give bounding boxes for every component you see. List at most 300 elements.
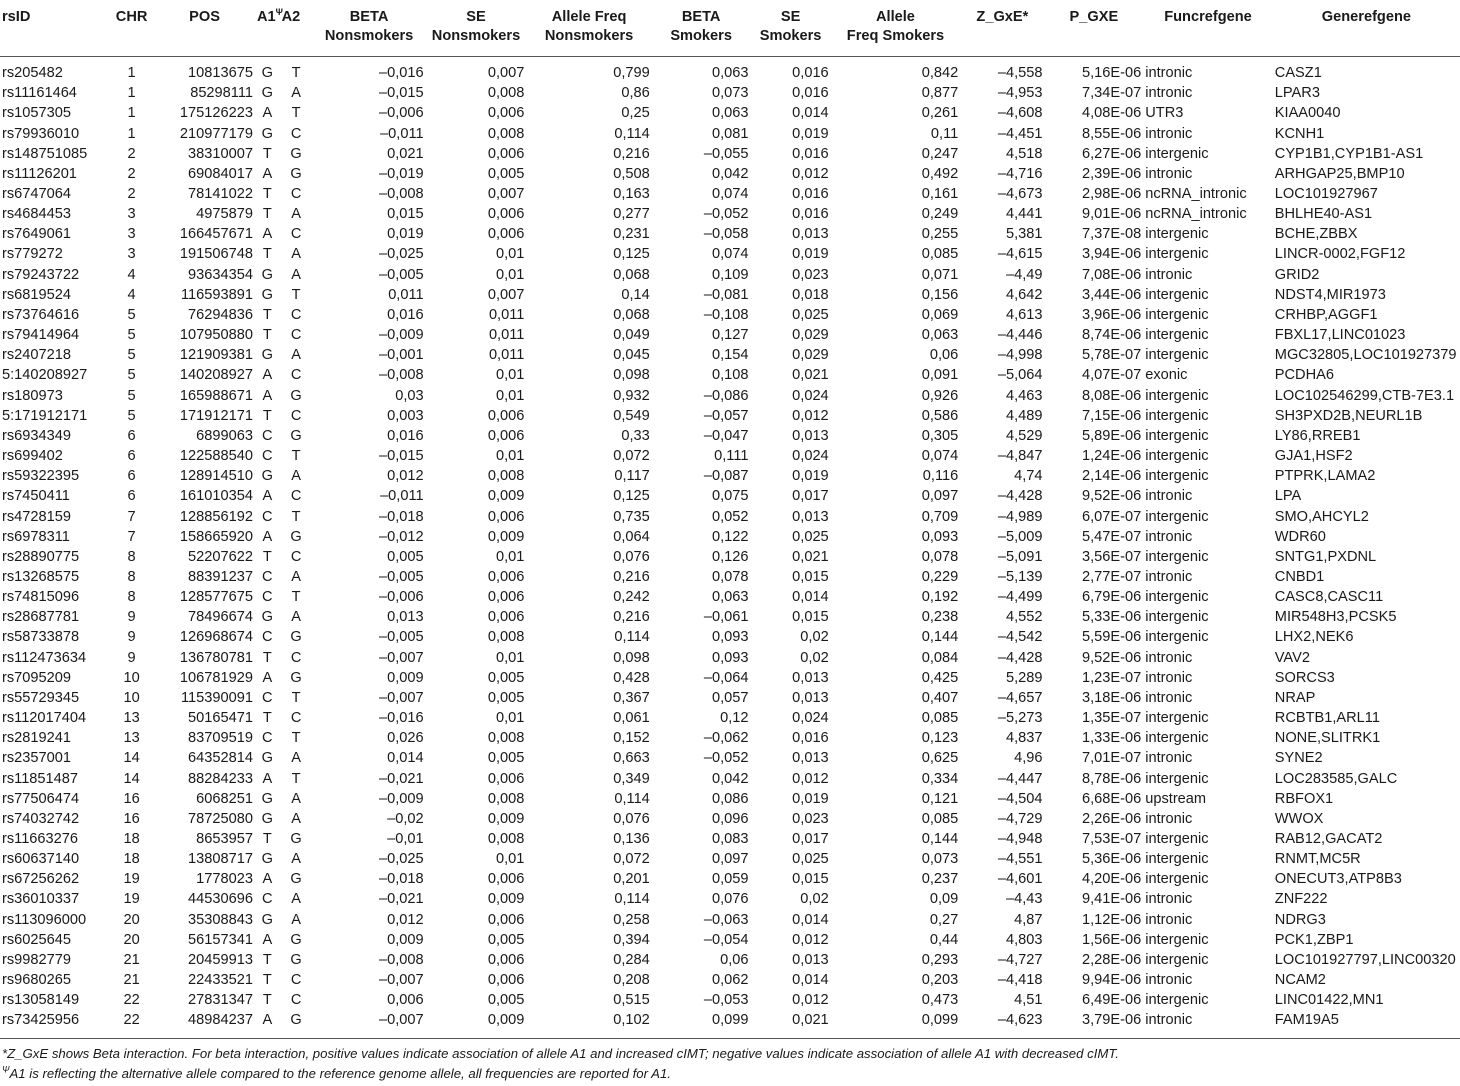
cell-generefgene: SORCS3	[1274, 669, 1335, 686]
cell-p-gxe: 2,14E-06	[1082, 468, 1142, 485]
cell-a2: C	[290, 488, 302, 505]
cell-chr: 5	[127, 327, 136, 344]
cell-allele-freq-nonsmokers: 0,25	[621, 105, 650, 122]
cell-p-gxe: 3,79E-06	[1082, 1012, 1142, 1029]
cell-generefgene: CNBD1	[1274, 568, 1325, 585]
cell-p-gxe: 9,52E-06	[1082, 649, 1142, 666]
cell-funcrefgene: intronic	[1145, 911, 1193, 928]
cell-se-smokers: 0,02	[800, 629, 829, 646]
cell-allele-freq-nonsmokers: 0,86	[621, 85, 650, 102]
cell-pos: 52207622	[188, 548, 253, 565]
cell-pos: 121909381	[179, 347, 253, 364]
cell-a2: G	[290, 1012, 302, 1029]
cell-allele-freq-nonsmokers: 0,098	[613, 649, 650, 666]
cell-beta-nonsmokers: –0,021	[378, 770, 424, 787]
cell-se-nonsmokers: 0,006	[487, 972, 525, 989]
cell-se-smokers: 0,014	[792, 589, 829, 606]
cell-allele-freq-smokers: 0,063	[921, 327, 959, 344]
cell-z-gxe: –5,009	[997, 528, 1043, 545]
cell-se-smokers: 0,012	[792, 931, 829, 948]
cell-p-gxe: 3,56E-07	[1082, 548, 1142, 565]
cell-se-smokers: 0,023	[792, 266, 829, 283]
cell-generefgene: LOC283585,GALC	[1274, 770, 1398, 787]
cell-z-gxe: 4,518	[1006, 145, 1043, 162]
cell-chr: 14	[123, 750, 140, 767]
table-row	[0, 910, 1460, 930]
cell-a1: C	[262, 629, 273, 646]
cell-funcrefgene: intergenic	[1145, 468, 1209, 485]
cell-p-gxe: 5,78E-07	[1082, 347, 1142, 364]
cell-rsid: rs112473634	[2, 649, 87, 666]
table-row	[0, 244, 1460, 264]
cell-se-smokers: 0,015	[792, 568, 829, 585]
cell-se-nonsmokers: 0,006	[487, 609, 525, 626]
cell-a2: T	[291, 508, 301, 525]
cell-beta-nonsmokers: –0,02	[387, 810, 424, 827]
cell-se-nonsmokers: 0,011	[488, 347, 525, 364]
cell-allele-freq-nonsmokers: 0,114	[614, 891, 650, 908]
cell-a1: C	[262, 891, 273, 908]
cell-beta-nonsmokers: –0,01	[387, 831, 424, 848]
cell-generefgene: NRAP	[1274, 689, 1316, 706]
cell-a2: T	[291, 770, 301, 787]
cell-rsid: rs7450411	[2, 488, 70, 505]
cell-p-gxe: 2,39E-06	[1082, 165, 1142, 182]
cell-z-gxe: –4,43	[1006, 891, 1043, 908]
cell-se-smokers: 0,029	[792, 327, 829, 344]
cell-rsid: rs6025645	[2, 931, 71, 948]
cell-se-smokers: 0,019	[792, 790, 829, 807]
cell-p-gxe: 6,68E-06	[1082, 790, 1142, 807]
cell-beta-smokers: 0,078	[711, 568, 749, 585]
table-row	[0, 325, 1460, 345]
table-row	[0, 184, 1460, 204]
cell-beta-smokers: 0,083	[711, 831, 749, 848]
cell-rsid: rs11126201	[2, 165, 77, 182]
cell-chr: 7	[127, 528, 136, 545]
cell-allele-freq-smokers: 0,074	[921, 448, 959, 465]
cell-a1: A	[262, 165, 273, 182]
table-row	[0, 506, 1460, 526]
cell-p-gxe: 5,33E-06	[1082, 609, 1142, 626]
cell-se-nonsmokers: 0,007	[487, 286, 525, 303]
cell-rsid: rs36010337	[2, 891, 80, 908]
cell-beta-smokers: 0,074	[711, 186, 749, 203]
cell-allele-freq-smokers: 0,305	[921, 427, 959, 444]
cell-pos: 20459913	[188, 951, 253, 968]
cell-chr: 4	[127, 266, 136, 283]
cell-beta-smokers: 0,052	[711, 508, 749, 525]
cell-a2: A	[291, 911, 301, 928]
cell-rsid: rs6978311	[2, 528, 70, 545]
cell-se-nonsmokers: 0,006	[487, 770, 525, 787]
cell-pos: 35308843	[188, 911, 253, 928]
table-row	[0, 285, 1460, 305]
cell-p-gxe: 1,33E-06	[1082, 730, 1142, 747]
cell-pos: 27831347	[188, 992, 253, 1009]
cell-se-smokers: 0,013	[792, 427, 829, 444]
cell-chr: 3	[127, 246, 136, 263]
cell-se-nonsmokers: 0,006	[487, 508, 525, 525]
cell-allele-freq-smokers: 0,084	[921, 649, 959, 666]
header-allele-freq-smokers: Allele Freq Smokers	[831, 0, 961, 57]
table-row	[0, 930, 1460, 950]
cell-chr: 6	[127, 488, 136, 505]
cell-allele-freq-smokers: 0,091	[921, 367, 959, 384]
cell-beta-smokers: 0,093	[711, 629, 749, 646]
cell-allele-freq-nonsmokers: 0,136	[613, 831, 650, 848]
cell-se-nonsmokers: 0,009	[487, 528, 525, 545]
header-beta-smokers: BETA Smokers	[652, 0, 751, 57]
cell-chr: 18	[123, 831, 140, 848]
cell-chr: 20	[123, 931, 140, 948]
cell-allele-freq-smokers: 0,116	[922, 468, 959, 485]
cell-a2: C	[290, 710, 302, 727]
cell-se-nonsmokers: 0,01	[495, 851, 525, 868]
cell-beta-nonsmokers: –0,008	[378, 186, 424, 203]
cell-a2: A	[291, 206, 301, 223]
cell-beta-smokers: 0,097	[711, 851, 749, 868]
cell-chr: 1	[127, 125, 136, 142]
cell-beta-smokers: 0,122	[711, 528, 749, 545]
cell-allele-freq-smokers: 0,877	[921, 85, 959, 102]
cell-beta-smokers: 0,059	[711, 871, 749, 888]
cell-allele-freq-nonsmokers: 0,068	[613, 266, 650, 283]
cell-generefgene: MIR548H3,PCSK5	[1274, 609, 1397, 626]
cell-allele-freq-nonsmokers: 0,076	[613, 810, 650, 827]
cell-allele-freq-nonsmokers: 0,152	[613, 730, 650, 747]
cell-allele-freq-smokers: 0,071	[921, 266, 959, 283]
cell-a1: T	[262, 246, 272, 263]
cell-funcrefgene: intergenic	[1145, 710, 1209, 727]
cell-se-nonsmokers: 0,005	[487, 689, 525, 706]
cell-rsid: rs205482	[2, 65, 63, 82]
cell-pos: 38310007	[188, 145, 253, 162]
cell-allele-freq-nonsmokers: 0,061	[613, 710, 650, 727]
cell-beta-smokers: 0,063	[711, 105, 749, 122]
cell-se-nonsmokers: 0,01	[495, 710, 525, 727]
cell-p-gxe: 8,55E-06	[1082, 125, 1142, 142]
cell-allele-freq-smokers: 0,709	[921, 508, 959, 525]
cell-allele-freq-nonsmokers: 0,508	[613, 165, 650, 182]
cell-allele-freq-nonsmokers: 0,932	[613, 387, 650, 404]
cell-pos: 128577675	[179, 589, 253, 606]
cell-a1: A	[262, 871, 273, 888]
cell-se-nonsmokers: 0,009	[487, 1012, 525, 1029]
cell-chr: 18	[123, 851, 140, 868]
cell-allele-freq-smokers: 0,078	[921, 548, 959, 565]
header-beta-nonsmokers: BETA Nonsmokers	[313, 0, 426, 57]
cell-p-gxe: 2,77E-07	[1082, 568, 1142, 585]
cell-se-nonsmokers: 0,009	[487, 891, 525, 908]
cell-allele-freq-smokers: 0,069	[921, 306, 959, 323]
cell-rsid: rs11851487	[2, 770, 79, 787]
cell-beta-smokers: 0,111	[714, 448, 749, 465]
cell-pos: 161010354	[179, 488, 253, 505]
table-row	[0, 990, 1460, 1010]
cell-funcrefgene: intergenic	[1145, 286, 1209, 303]
header-generefgene: Generefgene	[1273, 0, 1460, 57]
cell-a2: T	[291, 589, 301, 606]
cell-allele-freq-nonsmokers: 0,663	[613, 750, 650, 767]
cell-z-gxe: –4,542	[997, 629, 1043, 646]
cell-rsid: rs74032742	[2, 810, 80, 827]
cell-se-nonsmokers: 0,009	[487, 810, 525, 827]
cell-beta-nonsmokers: 0,016	[387, 306, 424, 323]
table-row	[0, 607, 1460, 627]
cell-a1: T	[262, 831, 272, 848]
cell-se-nonsmokers: 0,006	[487, 226, 525, 243]
cell-funcrefgene: intronic	[1145, 1012, 1193, 1029]
cell-a1: A	[262, 387, 273, 404]
cell-pos: 6899063	[196, 427, 253, 444]
cell-a2: T	[291, 105, 301, 122]
cell-beta-smokers: –0,062	[703, 730, 749, 747]
cell-generefgene: BCHE,ZBBX	[1274, 226, 1358, 243]
cell-se-smokers: 0,019	[792, 125, 829, 142]
table-body	[0, 57, 1460, 1039]
cell-pos: 85298111	[190, 85, 253, 102]
cell-p-gxe: 7,37E-08	[1082, 226, 1142, 243]
cell-allele-freq-nonsmokers: 0,14	[621, 286, 650, 303]
cell-se-smokers: 0,017	[792, 831, 829, 848]
cell-chr: 6	[127, 468, 136, 485]
cell-p-gxe: 7,15E-06	[1082, 407, 1142, 424]
cell-beta-nonsmokers: 0,011	[388, 286, 424, 303]
cell-z-gxe: –4,623	[997, 1012, 1043, 1029]
cell-pos: 175126223	[179, 105, 253, 122]
table-row	[0, 386, 1460, 406]
cell-allele-freq-smokers: 0,238	[921, 609, 959, 626]
cell-pos: 210977179	[179, 125, 253, 142]
cell-a1: G	[261, 750, 273, 767]
table-row	[0, 305, 1460, 325]
cell-generefgene: NONE,SLITRK1	[1274, 730, 1381, 747]
footnote-a1-symbol: Ψ	[2, 1064, 10, 1075]
cell-beta-smokers: 0,062	[711, 972, 749, 989]
cell-beta-smokers: –0,053	[703, 992, 749, 1009]
cell-a2: C	[290, 125, 302, 142]
cell-z-gxe: –4,953	[997, 85, 1043, 102]
cell-a2: A	[291, 891, 301, 908]
cell-se-smokers: 0,016	[792, 85, 829, 102]
cell-rsid: rs113096000	[2, 911, 87, 928]
header-se-smokers: SE Smokers	[751, 0, 831, 57]
cell-z-gxe: 4,74	[1014, 468, 1043, 485]
cell-a2: C	[290, 548, 302, 565]
cell-chr: 8	[127, 589, 136, 606]
cell-a2: T	[291, 448, 301, 465]
cell-p-gxe: 6,27E-06	[1082, 145, 1142, 162]
table-row	[0, 768, 1460, 788]
cell-se-smokers: 0,012	[792, 992, 829, 1009]
cell-pos: 136780781	[179, 649, 253, 666]
cell-se-smokers: 0,014	[792, 105, 829, 122]
cell-generefgene: FBXL17,LINC01023	[1274, 327, 1406, 344]
cell-beta-nonsmokers: –0,011	[380, 125, 424, 142]
cell-se-smokers: 0,024	[792, 710, 829, 727]
cell-rsid: 5:140208927	[2, 367, 88, 384]
cell-allele-freq-smokers: 0,407	[921, 689, 959, 706]
cell-beta-nonsmokers: –0,016	[378, 65, 424, 82]
cell-allele-freq-nonsmokers: 0,125	[613, 246, 650, 263]
table-row	[0, 406, 1460, 426]
table-row	[0, 446, 1460, 466]
cell-beta-nonsmokers: –0,018	[378, 871, 424, 888]
cell-generefgene: RAB12,GACAT2	[1274, 831, 1383, 848]
cell-beta-smokers: 0,074	[711, 246, 749, 263]
cell-beta-smokers: 0,086	[711, 790, 749, 807]
cell-funcrefgene: intergenic	[1145, 851, 1209, 868]
cell-rsid: rs79414964	[2, 327, 80, 344]
cell-beta-nonsmokers: –0,019	[378, 165, 424, 182]
cell-se-nonsmokers: 0,008	[487, 85, 525, 102]
cell-allele-freq-nonsmokers: 0,208	[613, 972, 650, 989]
cell-allele-freq-nonsmokers: 0,216	[613, 568, 650, 585]
cell-beta-smokers: –0,061	[703, 609, 749, 626]
cell-funcrefgene: intergenic	[1145, 427, 1209, 444]
cell-beta-smokers: –0,081	[703, 286, 749, 303]
cell-pos: 191506748	[179, 246, 253, 263]
cell-funcrefgene: intergenic	[1145, 992, 1209, 1009]
cell-rsid: rs77506474	[2, 790, 80, 807]
cell-a1: A	[262, 931, 273, 948]
cell-beta-nonsmokers: 0,012	[387, 911, 424, 928]
cell-rsid: rs58733878	[2, 629, 80, 646]
cell-generefgene: CYP1B1,CYP1B1-AS1	[1274, 145, 1424, 162]
cell-p-gxe: 9,94E-06	[1082, 972, 1142, 989]
cell-pos: 93634354	[188, 266, 253, 283]
cell-allele-freq-smokers: 0,203	[921, 972, 959, 989]
cell-a2: A	[291, 468, 301, 485]
cell-p-gxe: 1,12E-06	[1082, 911, 1142, 928]
cell-se-smokers: 0,016	[792, 145, 829, 162]
cell-rsid: rs6747064	[2, 186, 71, 203]
cell-a1: G	[261, 911, 273, 928]
cell-generefgene: GRID2	[1274, 266, 1320, 283]
cell-funcrefgene: intergenic	[1145, 508, 1209, 525]
cell-allele-freq-smokers: 0,121	[921, 790, 959, 807]
cell-a1: T	[262, 186, 272, 203]
cell-beta-smokers: 0,108	[711, 367, 749, 384]
cell-p-gxe: 6,49E-06	[1082, 992, 1142, 1009]
cell-se-nonsmokers: 0,01	[495, 649, 525, 666]
cell-chr: 4	[127, 286, 136, 303]
cell-a2: A	[291, 246, 301, 263]
cell-allele-freq-nonsmokers: 0,258	[613, 911, 650, 928]
cell-rsid: rs112017404	[2, 710, 87, 727]
cell-beta-nonsmokers: –0,009	[378, 790, 424, 807]
cell-funcrefgene: intergenic	[1145, 448, 1209, 465]
cell-beta-nonsmokers: 0,009	[387, 931, 424, 948]
cell-a2: T	[291, 286, 301, 303]
cell-z-gxe: –4,447	[997, 770, 1043, 787]
cell-a1: C	[262, 589, 273, 606]
cell-a1: T	[262, 710, 272, 727]
footnote-z-gxe: *Z_GxE shows Beta interaction. For beta interaction, positive values indicate association of allele A1 and increased cIMT; negative values indicate association of allele A1 with decreased cIMT.	[2, 1046, 1119, 1061]
cell-chr: 21	[123, 972, 140, 989]
cell-beta-nonsmokers: 0,013	[387, 609, 424, 626]
cell-allele-freq-smokers: 0,237	[921, 871, 959, 888]
cell-pos: 140208927	[179, 367, 253, 384]
cell-p-gxe: 8,78E-06	[1082, 770, 1142, 787]
cell-pos: 126968674	[179, 629, 253, 646]
cell-allele-freq-smokers: 0,123	[921, 730, 959, 747]
cell-se-smokers: 0,016	[792, 206, 829, 223]
cell-chr: 9	[127, 629, 136, 646]
table-row	[0, 567, 1460, 587]
cell-a2: C	[290, 972, 302, 989]
cell-funcrefgene: intronic	[1145, 972, 1193, 989]
cell-p-gxe: 2,98E-06	[1082, 186, 1142, 203]
cell-allele-freq-nonsmokers: 0,349	[613, 770, 650, 787]
cell-se-nonsmokers: 0,011	[488, 306, 525, 323]
cell-a1: C	[262, 730, 273, 747]
header-chr: CHR	[109, 0, 154, 57]
cell-a2: G	[290, 629, 302, 646]
cell-se-nonsmokers: 0,007	[487, 186, 525, 203]
cell-allele-freq-nonsmokers: 0,076	[613, 548, 650, 565]
cell-p-gxe: 5,89E-06	[1082, 427, 1142, 444]
cell-p-gxe: 2,28E-06	[1082, 951, 1142, 968]
cell-funcrefgene: intergenic	[1145, 347, 1209, 364]
cell-chr: 16	[123, 810, 140, 827]
cell-beta-nonsmokers: –0,007	[378, 649, 424, 666]
header-funcrefgene: Funcrefgene	[1143, 0, 1273, 57]
cell-a1: A	[262, 105, 273, 122]
cell-p-gxe: 6,79E-06	[1082, 589, 1142, 606]
cell-p-gxe: 5,36E-06	[1082, 851, 1142, 868]
cell-rsid: rs74815096	[2, 589, 80, 606]
cell-beta-nonsmokers: –0,021	[378, 891, 424, 908]
cell-beta-nonsmokers: –0,015	[378, 448, 424, 465]
cell-funcrefgene: intronic	[1145, 65, 1193, 82]
cell-se-nonsmokers: 0,005	[487, 992, 525, 1009]
cell-p-gxe: 7,34E-07	[1082, 85, 1142, 102]
cell-funcrefgene: intronic	[1145, 669, 1193, 686]
table-row	[0, 587, 1460, 607]
cell-beta-smokers: 0,057	[711, 689, 749, 706]
cell-se-nonsmokers: 0,005	[487, 750, 525, 767]
table-row	[0, 486, 1460, 506]
cell-generefgene: KIAA0040	[1274, 105, 1341, 122]
cell-se-nonsmokers: 0,005	[487, 165, 525, 182]
cell-a2: A	[291, 790, 301, 807]
cell-se-smokers: 0,021	[792, 367, 829, 384]
cell-allele-freq-smokers: 0,073	[921, 851, 959, 868]
cell-a1: T	[262, 548, 272, 565]
cell-beta-nonsmokers: 0,006	[387, 992, 424, 1009]
cell-se-nonsmokers: 0,011	[488, 327, 525, 344]
table-row	[0, 224, 1460, 244]
cell-z-gxe: 4,463	[1006, 387, 1043, 404]
cell-beta-smokers: –0,055	[703, 145, 749, 162]
cell-a1: G	[261, 266, 273, 283]
cell-funcrefgene: intergenic	[1145, 770, 1209, 787]
cell-a2: G	[290, 931, 302, 948]
cell-a2: A	[291, 750, 301, 767]
cell-rsid: rs7095209	[2, 669, 71, 686]
cell-z-gxe: 4,837	[1006, 730, 1043, 747]
cell-z-gxe: –4,428	[997, 488, 1043, 505]
cell-z-gxe: –4,989	[997, 508, 1043, 525]
table-row	[0, 527, 1460, 547]
cell-beta-smokers: –0,054	[703, 931, 749, 948]
cell-rsid: rs79936010	[2, 125, 80, 142]
cell-beta-smokers: 0,076	[711, 891, 749, 908]
cell-a2: C	[290, 992, 302, 1009]
cell-generefgene: ZNF222	[1274, 891, 1328, 908]
